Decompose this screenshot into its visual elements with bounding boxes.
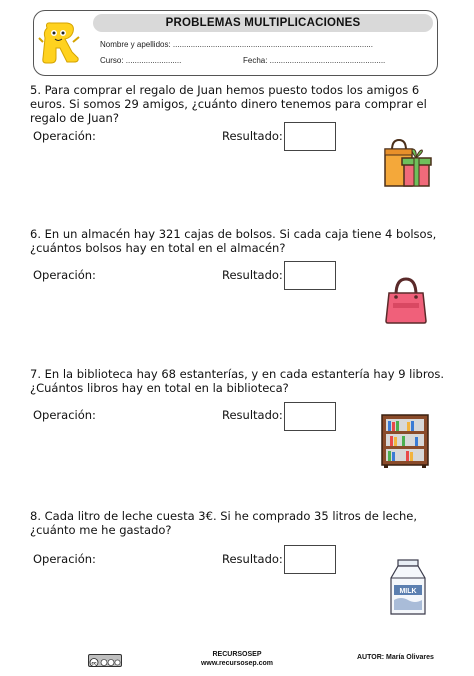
result-box[interactable]: [284, 261, 336, 290]
operation-label: Operación:: [33, 552, 96, 566]
problem-text: 8. Cada litro de leche cuesta 3€. Si he comprado 35 litros de leche, ¿cuánto me he gastado?: [30, 509, 418, 537]
operation-label: Operación:: [33, 408, 96, 422]
date-field[interactable]: Fecha: ....................................................: [243, 56, 386, 65]
handbag-icon: [383, 275, 429, 325]
operation-label: Operación:: [33, 129, 96, 143]
operation-label: Operación:: [33, 268, 96, 282]
footer: [0, 650, 474, 676]
brand-website[interactable]: www.recursosep.com: [200, 660, 274, 667]
problem-8: [30, 509, 450, 537]
problem-6: [30, 227, 450, 255]
result-box[interactable]: [284, 402, 336, 431]
shopping-bags-gift-icon: [382, 136, 432, 188]
course-field[interactable]: Curso: .........................: [100, 56, 182, 65]
result-box[interactable]: [284, 545, 336, 574]
worksheet-title: PROBLEMAS MULTIPLICACIONES: [93, 14, 433, 32]
result-label: Resultado:: [222, 129, 283, 143]
result-label: Resultado:: [222, 268, 283, 282]
problem-5: [30, 83, 450, 125]
result-label: Resultado:: [222, 552, 283, 566]
name-field[interactable]: Nombre y apellidos: ..........................................................................................: [100, 40, 373, 49]
milk-carton-icon: [388, 558, 428, 616]
creative-commons-icon: [88, 654, 122, 667]
milk-label: MILK: [399, 588, 417, 595]
footer-author: AUTOR: María Olivares: [357, 654, 434, 661]
footer-brand: [170, 650, 304, 668]
problem-text: 7. En la biblioteca hay 68 estanterías, y en cada estantería hay 9 libros. ¿Cuántos libros hay en total en la biblioteca?: [30, 367, 445, 395]
brand-name: RECURSOSEP: [212, 651, 262, 658]
problem-text: 6. En un almacén hay 321 cajas de bolsos. Si cada caja tiene 4 bolsos, ¿cuántos bolsos hay en total en el almacén?: [30, 227, 437, 255]
svg-text:cc: cc: [91, 660, 97, 666]
result-box[interactable]: [284, 122, 336, 151]
problem-text: 5. Para comprar el regalo de Juan hemos puesto todos los amigos 6 euros. Si somos 29 amigos, ¿cuánto dinero tenemos para comprar el regalo de Juan?: [30, 83, 427, 125]
bookshelf-icon: [380, 413, 430, 469]
problem-7: [30, 367, 450, 395]
mascot-icon: [37, 18, 81, 68]
result-label: Resultado:: [222, 408, 283, 422]
